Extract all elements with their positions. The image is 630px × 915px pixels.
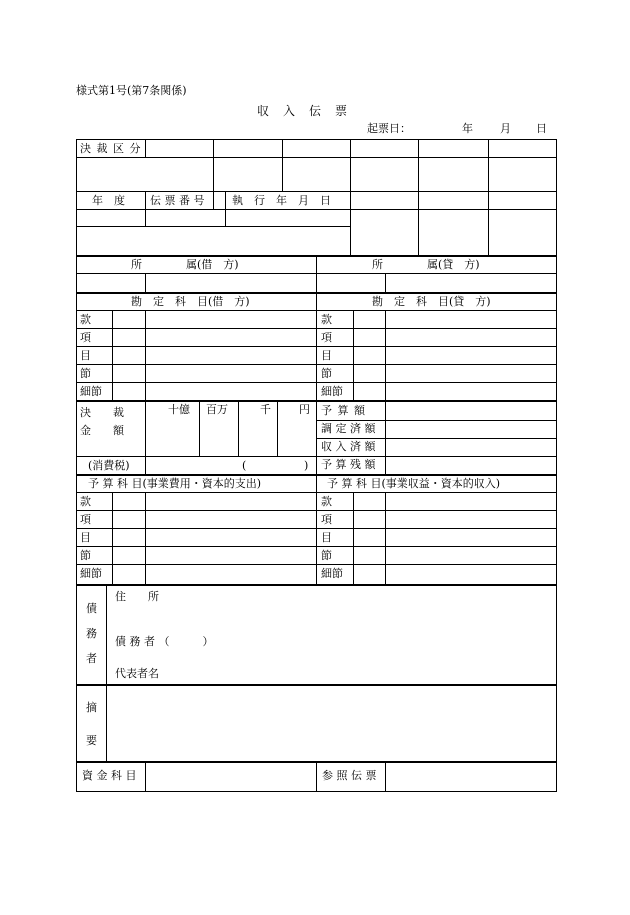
denpyo-bango-label: 伝 票 番 号 [150, 194, 205, 207]
page-title: 収 入 伝 票 [257, 104, 349, 118]
rule-line [316, 474, 317, 584]
kanjo-credit-row-saisetsu: 細節 [321, 385, 343, 398]
rule-line [282, 139, 283, 191]
rule-line [225, 191, 226, 226]
month-label: 月 [500, 122, 511, 135]
yosan-credit-row-setsu: 節 [321, 549, 332, 562]
rule-line [385, 761, 386, 791]
received-amount-label: 収 入 済 額 [321, 440, 376, 453]
kanjo-credit-label: 勘 定 科 目(貸 方) [372, 295, 491, 308]
rule-line [76, 528, 557, 529]
summary-label-2: 要 [86, 734, 97, 747]
rule-line [385, 400, 386, 474]
rule-line [316, 420, 557, 421]
shozoku-credit-label: 所 属(貸 方) [372, 258, 480, 271]
kanjo-debit-label: 勘 定 科 目(借 方) [131, 295, 250, 308]
rule-line [385, 273, 386, 292]
rule-line [76, 510, 557, 511]
yosan-debit-row-kan: 款 [80, 495, 91, 508]
budget-remaining-label: 予 算 残 額 [321, 458, 376, 471]
sansho-label: 参 照 伝 票 [322, 769, 377, 782]
representative-label: 代表者名 [115, 667, 159, 680]
tax-label: (消費税) [88, 459, 130, 472]
yosan-debit-label: 予 算 科 目(事業費用・資本的支出) [88, 477, 262, 490]
rule-line [145, 400, 146, 474]
nendo-label: 年 度 [92, 194, 125, 207]
rule-line [316, 438, 557, 439]
rule-line [145, 492, 146, 584]
rule-line [385, 492, 386, 584]
rule-line [76, 273, 557, 274]
rule-line [145, 761, 146, 791]
form-number: 様式第1号(第7条関係) [76, 84, 187, 97]
yosan-credit-row-kan: 款 [321, 495, 332, 508]
kanjo-credit-row-kan: 款 [321, 313, 332, 326]
rule-line [277, 400, 278, 456]
rule-line [76, 226, 350, 227]
rule-line [316, 761, 317, 791]
rule-line [213, 191, 214, 209]
debtor-label-3: 者 [86, 652, 97, 665]
rule-line [353, 310, 354, 400]
unit-million: 百万 [206, 403, 228, 416]
kanjo-credit-row-moku: 目 [321, 349, 332, 362]
rule-line [76, 456, 146, 457]
rule-line [316, 456, 557, 457]
tax-paren-open: ( [242, 459, 247, 472]
shozoku-debit-label: 所 属(借 方) [131, 258, 239, 271]
rule-line [353, 492, 354, 584]
unit-thousand: 千 [260, 403, 271, 416]
rule-line [76, 310, 557, 311]
yosan-credit-label: 予 算 科 目(事業収益・資本的収入) [327, 477, 501, 490]
rule-line [76, 157, 557, 158]
rule-line [199, 400, 200, 456]
kanjo-debit-row-saisetsu: 細節 [80, 385, 102, 398]
yosan-credit-row-saisetsu: 細節 [321, 567, 343, 580]
debtor-label-1: 債 [86, 602, 97, 615]
rule-line [76, 584, 557, 586]
debtor-name-label: 債 務 者 （ ） [115, 635, 214, 648]
rule-line [112, 492, 113, 584]
debtor-label-2: 務 [86, 627, 97, 640]
summary-label-1: 摘 [86, 701, 97, 714]
shikko-date-label: 執 行 年 月 日 [232, 194, 331, 207]
yosan-debit-row-ko: 項 [80, 513, 91, 526]
rule-line [76, 564, 557, 565]
year-label: 年 [462, 122, 473, 135]
yosan-credit-row-moku: 目 [321, 531, 332, 544]
kanjo-debit-row-setsu: 節 [80, 367, 91, 380]
kingaku-label: 金 額 [80, 424, 124, 437]
rule-line [76, 209, 557, 210]
kanjo-debit-row-moku: 目 [80, 349, 91, 362]
rule-line [76, 492, 557, 493]
rule-line [145, 456, 317, 457]
rule-line [76, 346, 557, 347]
rule-line [112, 310, 113, 400]
rule-line [76, 364, 557, 365]
rule-line [106, 584, 107, 761]
rule-line [238, 400, 239, 456]
rule-line [145, 191, 146, 226]
budget-amount-label: 予 算 額 [321, 404, 366, 417]
tax-paren-close: ) [304, 459, 309, 472]
kessai-kubun-label: 決 裁 区 分 [80, 142, 142, 155]
unit-yen: 円 [299, 403, 310, 416]
date-label: 起票日： [367, 122, 411, 135]
yosan-debit-row-moku: 目 [80, 531, 91, 544]
kessai-label: 決 裁 [80, 406, 124, 419]
kanjo-debit-row-ko: 項 [80, 331, 91, 344]
shikin-label: 資 金 科 目 [82, 769, 137, 782]
rule-line [145, 273, 146, 292]
rule-line [213, 139, 214, 191]
rule-line [145, 139, 146, 157]
adjusted-amount-label: 調 定 済 額 [321, 422, 376, 435]
rule-line [76, 191, 557, 192]
address-label: 住 所 [115, 590, 159, 603]
unit-billion: 十億 [168, 403, 190, 416]
kanjo-credit-row-ko: 項 [321, 331, 332, 344]
kanjo-debit-row-kan: 款 [80, 313, 91, 326]
yosan-credit-row-ko: 項 [321, 513, 332, 526]
kanjo-credit-row-setsu: 節 [321, 367, 332, 380]
rule-line [76, 328, 557, 329]
rule-line [76, 546, 557, 547]
rule-line [385, 310, 386, 400]
day-label: 日 [536, 122, 547, 135]
rule-line [316, 400, 317, 474]
yosan-debit-row-setsu: 節 [80, 549, 91, 562]
rule-line [76, 684, 557, 686]
rule-line [145, 310, 146, 400]
yosan-debit-row-saisetsu: 細節 [80, 567, 102, 580]
rule-line [76, 382, 557, 383]
